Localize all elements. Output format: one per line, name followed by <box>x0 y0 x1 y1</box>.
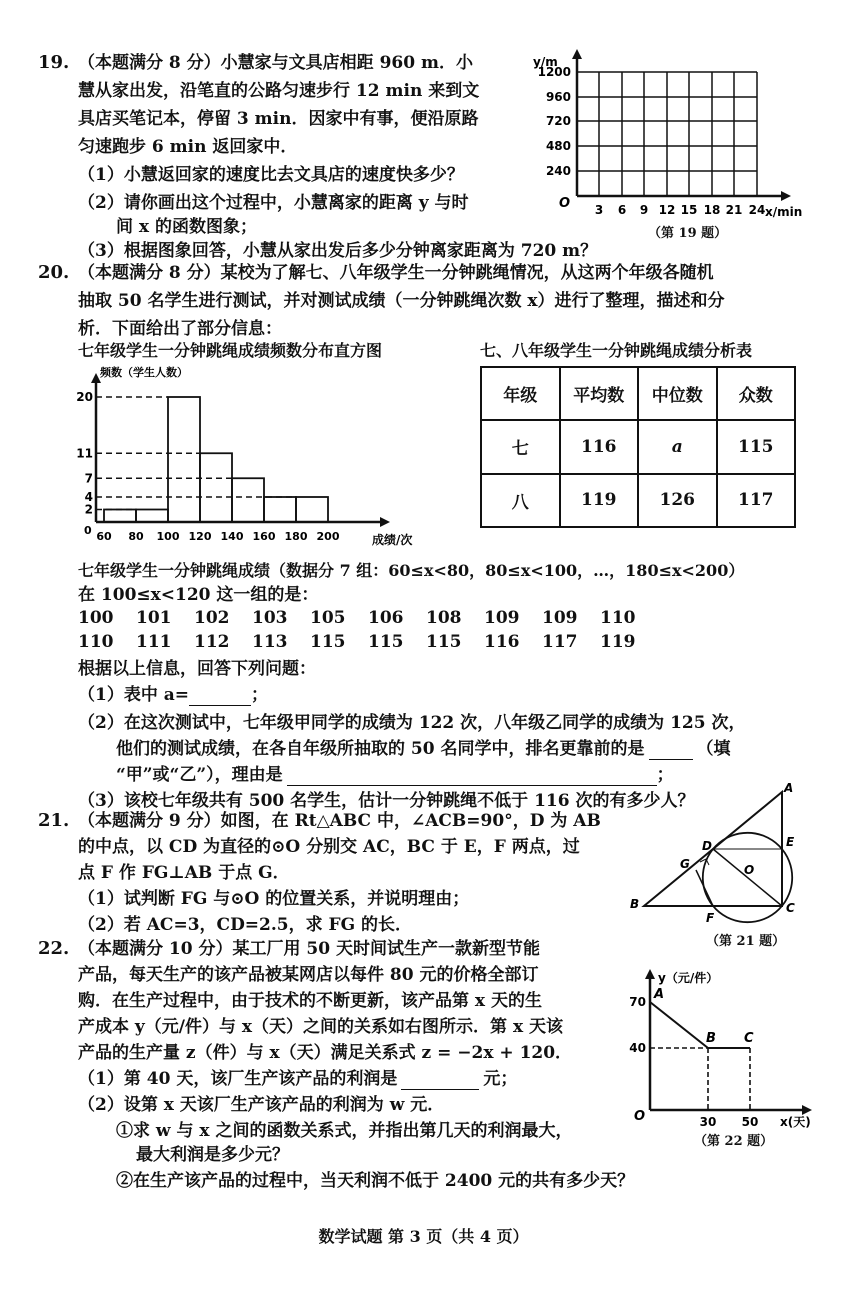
q20-group-line1: 七年级学生一分钟跳绳成绩（数据分 7 组：60≤x<80，80≤x<100，…，180≤x<200） <box>78 561 745 580</box>
data-value: 101 <box>136 608 172 628</box>
q19-ytick-240: 240 <box>545 164 571 178</box>
histogram-x-label: 成绩/次 <box>372 533 413 547</box>
q22-part2b: ②在生产该产品的过程中，当天利润不低于 2400 元的共有多少天？ <box>116 1171 635 1191</box>
histogram-xtick: 180 <box>284 530 308 543</box>
q21-text-line3: 点 F 作 FG⊥AB 于点 G． <box>78 863 290 883</box>
q20-part1-label: （1）表中 a= <box>78 685 190 705</box>
histogram-ytick: 7 <box>84 471 93 486</box>
data-value: 100 <box>78 608 114 628</box>
q19-origin: O <box>559 196 571 211</box>
q19-xtick-9: 9 <box>639 203 649 217</box>
q22-origin: O <box>634 1109 646 1124</box>
q19-xtick-21: 21 <box>725 203 743 217</box>
q22-part2a-line1: ①求 w 与 x 之间的函数关系式，并指出第几天的利润最大， <box>116 1121 573 1141</box>
answer-blank-a <box>189 687 251 706</box>
label-a: A <box>784 781 794 795</box>
q19-ytick-1200: 1200 <box>537 65 571 79</box>
q21-number: 21. <box>38 810 70 831</box>
q22-text-line2: 产品，每天生产的该产品被某网店以每件 80 元的价格全部订 <box>78 965 539 985</box>
analysis-table <box>480 366 796 528</box>
q22-text-line4: 产成本 y（元/件）与 x（天）之间的关系如右图所示．第 x 天该 <box>78 1017 564 1037</box>
data-value: 115 <box>368 632 404 652</box>
data-value: 109 <box>484 608 520 628</box>
q22-ytick-70: 70 <box>629 995 646 1009</box>
q20-group-line2: 在 100≤x<120 这一组的是： <box>78 585 319 605</box>
q19-ytick-960: 960 <box>545 90 571 104</box>
q19-text-line2: 慧从家出发，沿笔直的公路匀速步行 12 min 来到文 <box>78 81 480 101</box>
histogram-bar <box>104 510 136 523</box>
data-value: 105 <box>310 608 346 628</box>
histogram-y-label: 频数（学生人数） <box>100 366 188 379</box>
q22-part2a-line2: 最大利润是多少元？ <box>136 1145 289 1165</box>
q20-data-row1 <box>78 608 658 628</box>
table-cell: 116 <box>560 420 639 473</box>
histogram-title: 七年级学生一分钟跳绳成绩频数分布直方图 <box>78 341 383 360</box>
histogram-ytick: 4 <box>84 490 93 504</box>
histogram-xtick: 80 <box>128 530 144 543</box>
table-cell: 七 <box>481 420 560 473</box>
q19-xtick-24: 24 <box>748 203 766 217</box>
q20-number: 20. <box>38 262 70 283</box>
q20-text-line2: 抽取 50 名学生进行测试，并对测试成绩（一分钟跳绳次数 x）进行了整理，描述和分 <box>78 291 725 311</box>
histogram-xtick: 140 <box>220 530 244 543</box>
data-value: 110 <box>78 632 114 652</box>
label-e: E <box>786 835 795 849</box>
data-value: 111 <box>136 632 172 652</box>
q21-part1: （1）试判断 FG 与⊙O 的位置关系，并说明理由； <box>78 889 470 909</box>
q19-xtick-15: 15 <box>680 203 698 217</box>
q21-text-line1: （本题满分 9 分）如图，在 Rt△ABC 中，∠ACB=90°，D 为 AB <box>78 811 601 831</box>
histogram-chart <box>78 362 458 550</box>
q20-part2b-end: （填 <box>696 739 731 759</box>
label-b: B <box>630 897 640 911</box>
point-c: C <box>744 1031 754 1046</box>
q20-part1-end: ； <box>251 685 269 705</box>
data-value: 109 <box>542 608 578 628</box>
q19-xtick-18: 18 <box>703 203 721 217</box>
q22-part2: （2）设第 x 天该厂生产该产品的利润为 w 元． <box>78 1095 445 1115</box>
table-title: 七、八年级学生一分钟跳绳成绩分析表 <box>480 341 753 360</box>
q20-part2c-text: “甲”或“乙”），理由是 <box>116 765 283 785</box>
data-value: 119 <box>600 632 636 652</box>
q20-part2b <box>116 738 731 760</box>
histogram-ytick: 20 <box>76 390 93 404</box>
answer-blank-who <box>649 741 693 760</box>
data-value: 115 <box>310 632 346 652</box>
answer-blank-profit <box>401 1071 479 1090</box>
q19-text-line3: 具店买笔记本，停留 3 min．因家中有事，便沿原路 <box>78 109 479 129</box>
q19-x-label: x/min <box>765 205 803 219</box>
q19-part1: （1）小慧返回家的速度比去文具店的速度快多少？ <box>78 165 464 185</box>
q19-xtick-12: 12 <box>658 203 676 217</box>
point-a: A <box>654 987 665 1002</box>
page-footer: 数学试题 第 3 页（共 4 页） <box>318 1227 529 1246</box>
q21-part2: （2）若 AC=3，CD=2.5，求 FG 的长． <box>78 915 413 935</box>
q22-xtick-30: 30 <box>699 1115 717 1129</box>
histogram-xtick: 100 <box>156 530 180 543</box>
q19-y-label: y/m <box>533 55 558 69</box>
q19-part2a: （2）请你画出这个过程中，小慧离家的距离 y 与时 <box>78 193 469 213</box>
answer-blank-reason <box>287 767 657 786</box>
data-value: 117 <box>542 632 578 652</box>
q19-part3: （3）根据图象回答，小慧从家出发后多少分钟离家距离为 720 m？ <box>78 241 598 261</box>
q21-geometry-figure <box>622 780 822 930</box>
q21-text-line2: 的中点，以 CD 为直径的⊙O 分别交 AC，BC 于 E，F 两点，过 <box>78 837 580 857</box>
q19-text-line4: 匀速跑步 6 min 返回家中． <box>78 137 298 157</box>
data-value: 102 <box>194 608 230 628</box>
q19-xtick-6: 6 <box>617 203 627 217</box>
q21-caption: （第 21 题） <box>706 934 786 949</box>
analysis-table-header-row <box>481 367 795 420</box>
q20-text-line3: 析．下面给出了部分信息： <box>78 319 282 339</box>
histogram-origin: 0 <box>84 524 92 537</box>
histogram-bar <box>296 497 328 522</box>
table-header-grade: 年级 <box>481 367 560 420</box>
label-g: G <box>680 857 690 871</box>
q19-xtick-3: 3 <box>594 203 604 217</box>
q22-text-line3: 购．在生产过程中，由于技术的不断更新，该产品第 x 天的生 <box>78 991 542 1011</box>
q19-ytick-720: 720 <box>545 114 571 128</box>
histogram-xtick: 160 <box>252 530 276 543</box>
analysis-table-row <box>481 474 795 527</box>
histogram-bar <box>168 397 200 522</box>
data-value: 110 <box>600 608 636 628</box>
q20-part3: （3）该校七年级共有 500 名学生，估计一分钟跳绳不低于 116 次的有多少人？ <box>78 791 695 811</box>
q20-part2c <box>116 764 674 786</box>
table-cell: a <box>638 420 717 473</box>
label-c: C <box>786 901 795 915</box>
point-b: B <box>706 1031 716 1046</box>
histogram-bar <box>136 510 168 523</box>
q22-caption: （第 22 题） <box>694 1134 774 1149</box>
label-f: F <box>706 911 715 925</box>
q22-y-label: y（元/件） <box>658 971 719 985</box>
q20-part1 <box>78 684 268 706</box>
q22-text-line5: 产品的生产量 z（件）与 x（天）满足关系式 z = −2x + 120． <box>78 1043 573 1063</box>
cost-line <box>650 1002 750 1048</box>
q19-part2b: 间 x 的函数图象； <box>116 217 257 237</box>
q22-part1-text: （1）第 40 天，该厂生产该产品的利润是 <box>78 1069 398 1089</box>
q20-data-row2 <box>78 632 658 652</box>
label-d: D <box>702 839 712 853</box>
q20-prompt: 根据以上信息，回答下列问题： <box>78 659 316 679</box>
q19-ytick-480: 480 <box>545 139 571 153</box>
table-header-median: 中位数 <box>638 367 717 420</box>
q22-number: 22. <box>38 938 70 959</box>
q22-part1 <box>78 1068 517 1090</box>
analysis-table-row <box>481 420 795 473</box>
data-value: 115 <box>426 632 462 652</box>
q22-text-line1: （本题满分 10 分）某工厂用 50 天时间试生产一款新型节能 <box>78 939 540 959</box>
q22-ytick-40: 40 <box>629 1041 646 1055</box>
histogram-xtick: 120 <box>188 530 212 543</box>
q20-part2a: （2）在这次测试中，七年级甲同学的成绩为 122 次，八年级乙同学的成绩为 125 次， <box>78 713 746 733</box>
q22-xtick-50: 50 <box>741 1115 759 1129</box>
table-cell: 115 <box>717 420 796 473</box>
histogram-ytick: 2 <box>84 502 93 517</box>
q19-caption: （第 19 题） <box>648 226 728 241</box>
histogram-bar <box>200 453 232 522</box>
q22-x-label: x(天) <box>780 1115 811 1129</box>
q20-part2c-end: ； <box>656 765 674 785</box>
histogram-xtick: 60 <box>96 530 112 543</box>
table-cell: 八 <box>481 474 560 527</box>
q20-text-line1: （本题满分 8 分）某校为了解七、八年级学生一分钟跳绳情况，从这两个年级各随机 <box>78 263 714 283</box>
histogram-bar <box>232 478 264 522</box>
q20-part2b-text: 他们的测试成绩，在各自年级所抽取的 50 名同学中，排名更靠前的是 <box>116 739 645 759</box>
table-header-mean: 平均数 <box>560 367 639 420</box>
table-cell: 117 <box>717 474 796 527</box>
segment-cd <box>713 849 782 906</box>
q19-number: 19. <box>38 52 70 73</box>
label-o: O <box>744 863 755 877</box>
data-value: 112 <box>194 632 230 652</box>
q22-part1-end: 元； <box>483 1069 518 1089</box>
histogram-ytick: 11 <box>76 446 93 461</box>
data-value: 116 <box>484 632 520 652</box>
table-cell: 119 <box>560 474 639 527</box>
q19-text-line1: （本题满分 8 分）小慧家与文具店相距 960 m．小 <box>78 53 473 73</box>
histogram-xtick: 200 <box>316 530 340 543</box>
data-value: 103 <box>252 608 288 628</box>
data-value: 108 <box>426 608 462 628</box>
q22-cost-graph <box>620 962 820 1130</box>
histogram-bar <box>264 497 296 522</box>
data-value: 106 <box>368 608 404 628</box>
table-cell: 126 <box>638 474 717 527</box>
data-value: 113 <box>252 632 288 652</box>
table-header-mode: 众数 <box>717 367 796 420</box>
segment-fg <box>696 870 713 906</box>
